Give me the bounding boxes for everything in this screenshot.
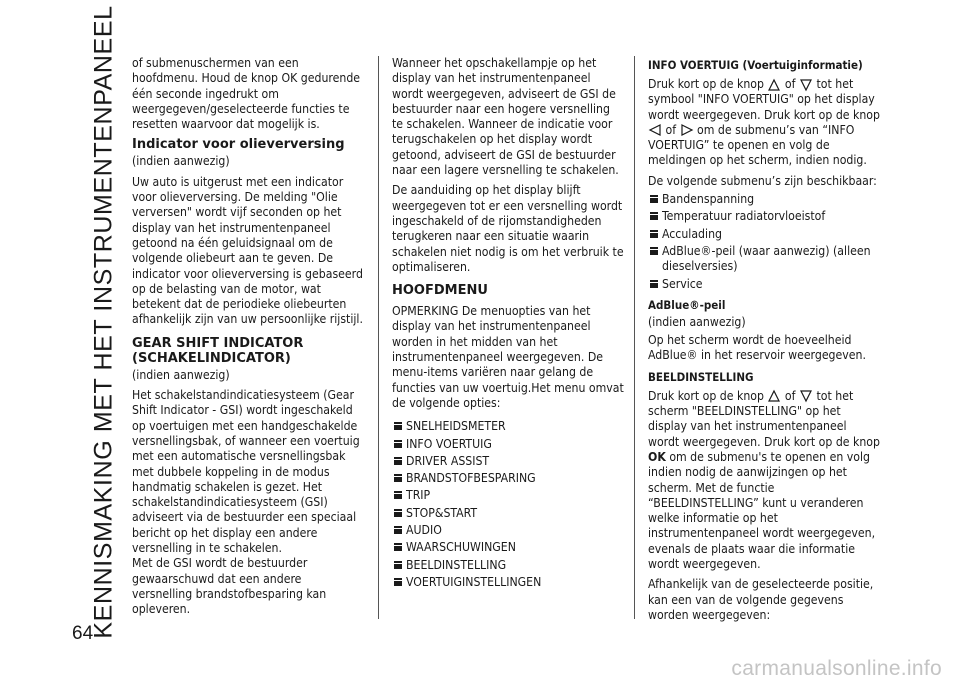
list-item: TRIP bbox=[392, 488, 624, 503]
main-menu-heading: HOOFDMENU bbox=[392, 283, 488, 299]
display-setup-paragraph: Druk kort op de knop of tot het scherm "BEELDINSTELLING" op het display van het instrumentenpaneel wordt weergegeven. Druk kort op de knop OK om de submenu's te openen en volg indien nodig de aanwijzingen op het scherm. Met de functie “BEELDINSTELLING” kunt u veranderen welke informatie op het instrumentenpaneel wordt weergegeven, evenals de plaats waar die informatie wordt weergegeven. bbox=[648, 388, 880, 572]
arrow-left-icon bbox=[648, 123, 662, 137]
vehicle-info-submenu-list bbox=[648, 192, 880, 292]
column-3 bbox=[648, 56, 880, 628]
list-item: INFO VOERTUIG bbox=[392, 437, 624, 452]
column-divider bbox=[634, 56, 635, 619]
arrow-down-icon bbox=[799, 78, 813, 92]
adblue-heading: AdBlue®-peil bbox=[648, 297, 726, 312]
bullet-icon bbox=[394, 526, 402, 534]
main-menu-note: OPMERKING De menuopties van het display van het instrumentenpaneel worden in het midden van het instrumentenpaneel weergegeven. De menu-items variëren naar gelang de functies van uw voertuig.Het menu omvat de volgende opties: bbox=[392, 304, 624, 410]
page-number: 64 bbox=[72, 623, 94, 644]
vehicle-info-heading: INFO VOERTUIG (Voertuiginformatie) bbox=[648, 58, 863, 72]
vehicle-info-paragraph: Druk kort op de knop of tot het symbool "INFO VOERTUIG" op het display wordt weergegeven. Druk kort op de knop of om de submenu’s van “INFO VOERTUIG” te openen en volg de meldingen op het scherm, indien nodig. bbox=[648, 77, 880, 168]
oil-change-heading: Indicator voor olieverversing bbox=[132, 137, 345, 153]
arrow-down-icon bbox=[799, 389, 813, 403]
bullet-icon bbox=[394, 440, 402, 448]
ok-button-label: OK bbox=[648, 449, 666, 464]
arrow-right-icon bbox=[680, 123, 694, 137]
adblue-availability: (indien aanwezig) bbox=[648, 314, 746, 329]
list-item: VOERTUIGINSTELLINGEN bbox=[392, 575, 624, 590]
list-item: Service bbox=[648, 277, 880, 292]
bullet-icon bbox=[394, 422, 402, 430]
bullet-icon bbox=[394, 561, 402, 569]
gsi-upshift-paragraph: Wanneer het opschakellampje op het display van het instrumentenpaneel wordt weergegeven, adviseert de GSI de bestuurder naar een hogere versnelling te schakelen. Wanneer de indicatie voor terugschakelen op het display wordt getoond, adviseert de GSI de bestuurder naar een lagere versnelling te schakelen. bbox=[392, 56, 619, 178]
chapter-title-vertical bbox=[86, 5, 122, 639]
watermark: carmanualsonline.info bbox=[731, 657, 942, 680]
list-item: AUDIO bbox=[392, 523, 624, 538]
list-item: SNELHEIDSMETER bbox=[392, 419, 624, 434]
column-divider bbox=[378, 56, 379, 619]
list-item: DRIVER ASSIST bbox=[392, 454, 624, 469]
list-item: BRANDSTOFBESPARING bbox=[392, 471, 624, 486]
gear-shift-heading: GEAR SHIFT INDICATOR (SCHAKELINDICATOR) bbox=[132, 335, 304, 366]
intro-paragraph: of submenuschermen van een hoofdmenu. Houd de knop OK gedurende één seconde ingedrukt om weergegeven/geselecteerde functies te resetten waarvoor dat mogelijk is. bbox=[132, 56, 361, 132]
gear-shift-paragraph-2: Met de GSI wordt de bestuurder gewaarschuwd dat een andere versnelling brandstofbesparing kan opleveren. bbox=[132, 556, 327, 617]
list-item: STOP&START bbox=[392, 506, 624, 521]
bullet-icon bbox=[394, 543, 402, 551]
bullet-icon bbox=[394, 509, 402, 517]
bullet-icon bbox=[394, 578, 402, 586]
arrow-up-icon bbox=[767, 78, 781, 92]
adblue-paragraph: Op het scherm wordt de hoeveelheid AdBlue® in het reservoir weergegeven. bbox=[648, 333, 866, 363]
column-1 bbox=[132, 56, 364, 623]
submenus-intro: De volgende submenu’s zijn beschikbaar: bbox=[648, 173, 877, 188]
bullet-icon bbox=[394, 491, 402, 499]
list-item: WAARSCHUWINGEN bbox=[392, 540, 624, 555]
main-menu-list bbox=[392, 419, 624, 590]
chapter-title-text: KENNISMAKING MET HET INSTRUMENTENPANEEL bbox=[89, 5, 118, 639]
oil-change-availability: (indien aanwezig) bbox=[132, 154, 230, 169]
list-item: Temperatuur radiatorvloeistof bbox=[648, 209, 880, 224]
gear-shift-paragraph: Het schakelstandindicatiesysteem (Gear Shift Indicator - GSI) wordt ingeschakeld op voertuigen met een handgeschakelde versnellingsbak, of wanneer een voertuig met een automatische versnellingsbak met dubbele koppeling in de modus handmatig schakelen is gezet. Het schakelstandindicatiesysteem (GSI) adviseert via de bestuurder een speciaal bericht op het display een andere versnelling in te schakelen. bbox=[132, 388, 360, 556]
gsi-display-paragraph: De aanduiding op het display blijft weergegeven tot er een versnelling wordt ingeschakeld of de rijomstandigheden terugkeren naar een situatie waarin schakelen niet nodig is om het verbruik te optimaliseren. bbox=[392, 183, 624, 274]
display-setup-heading: BEELDINSTELLING bbox=[648, 369, 754, 384]
bullet-icon bbox=[394, 474, 402, 482]
oil-change-paragraph: Uw auto is uitgerust met een indicator voor olieverversing. De melding "Olie verversen" wordt vijf seconden op het display van het instrumentenpaneel getoond na één geluidsignaal om de volgende oliebeurt aan te geven. De indicator voor olieverversing is gebaseerd op de belasting van de motor, wat betekent dat de periodieke oliebeurten afhankelijk zijn van uw persoonlijke rijstijl. bbox=[132, 174, 363, 327]
list-item: BEELDINSTELLING bbox=[392, 558, 624, 573]
list-item: Acculading bbox=[648, 227, 880, 242]
bullet-icon bbox=[650, 195, 658, 203]
list-item: AdBlue®-peil (waar aanwezig) (alleen dieselversies) bbox=[648, 244, 880, 275]
list-item: Bandenspanning bbox=[648, 192, 880, 207]
arrow-up-icon bbox=[767, 389, 781, 403]
bullet-icon bbox=[650, 212, 658, 220]
gear-shift-availability: (indien aanwezig) bbox=[132, 367, 230, 382]
position-paragraph: Afhankelijk van de geselecteerde positie, kan een van de volgende gegevens worden weergegeven: bbox=[648, 577, 874, 622]
column-2 bbox=[392, 56, 624, 596]
bullet-icon bbox=[650, 230, 658, 238]
bullet-icon bbox=[650, 247, 658, 255]
bullet-icon bbox=[650, 280, 658, 288]
bullet-icon bbox=[394, 457, 402, 465]
